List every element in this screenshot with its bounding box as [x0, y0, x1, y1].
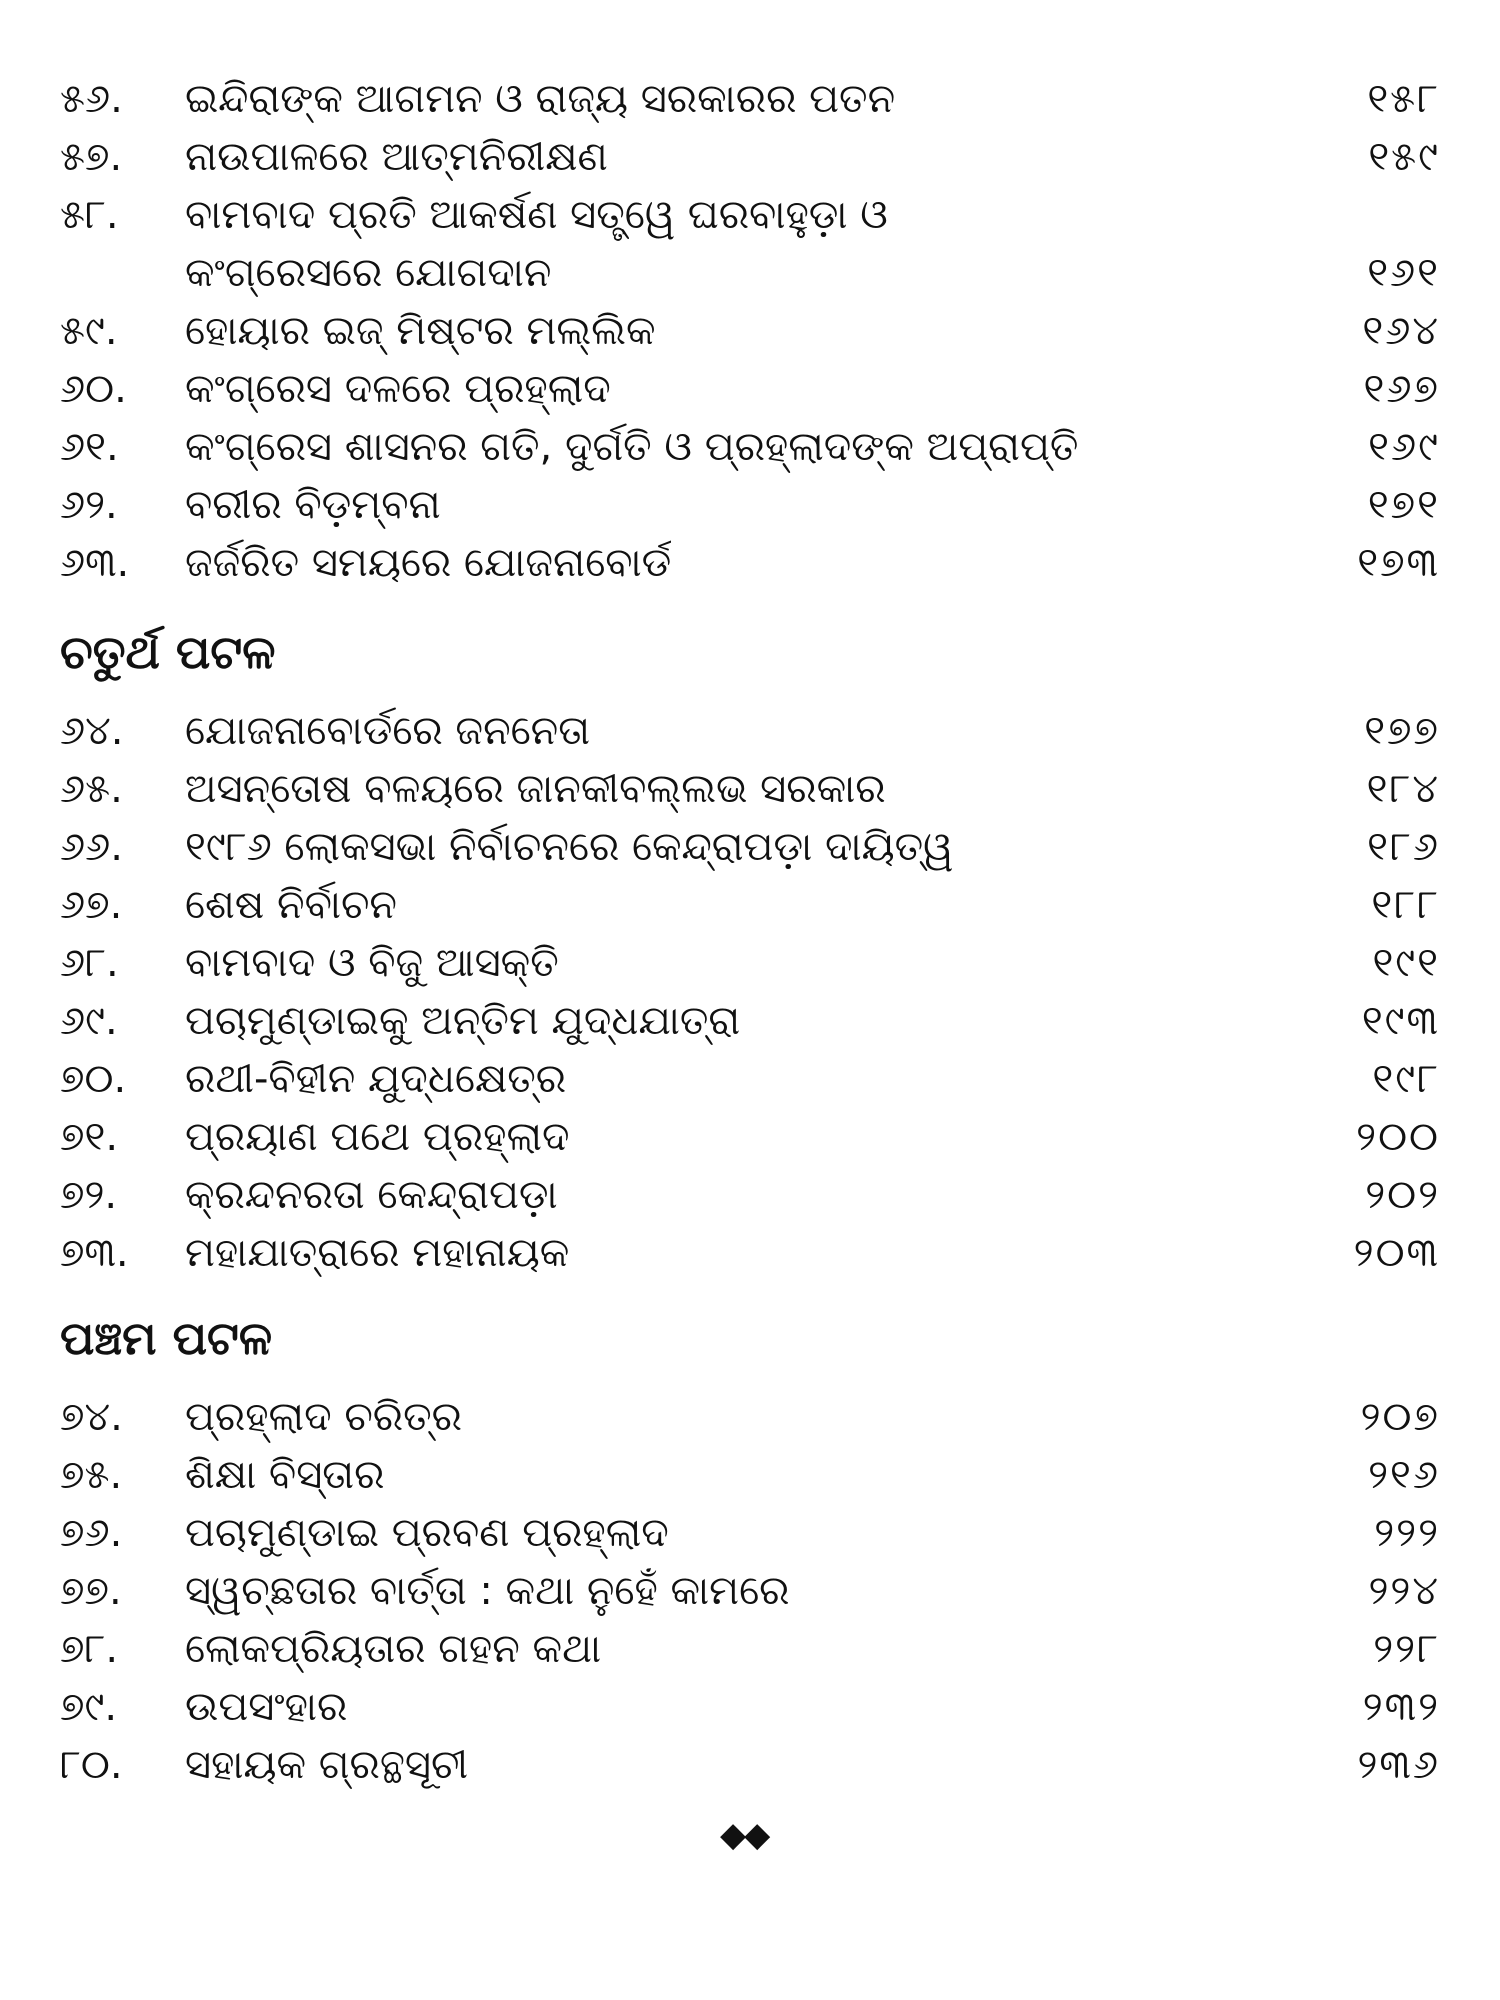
entry-title: ଶିକ୍ଷା ବିସ୍ତାର [185, 1452, 385, 1498]
entry-page-number: ୨୨୪ [1368, 1568, 1440, 1614]
entry-title: ଉପସଂହାର [185, 1684, 348, 1730]
entry-title: ଅସନ୍ତୋଷ ବଳୟରେ ଜାନକୀବଲ୍ଲଭ ସରକାର [185, 766, 886, 812]
entry-page-number: ୧୭୭ [1364, 708, 1440, 754]
entry-title: ପଚାମୁଣ୍ଡାଇ ପ୍ରବଣ ପ୍ରହ୍ଲାଦ [185, 1510, 669, 1556]
entry-title: କଂଗ୍ରେସ ଦଳରେ ପ୍ରହ୍ଲାଦ [185, 366, 611, 412]
toc-entry [60, 760, 1440, 818]
entry-number: ୭୭. [60, 1568, 122, 1614]
entry-title: ଶେଷ ନିର୍ବାଚନ [185, 882, 397, 928]
entry-title: ନାଉପାଳରେ ଆତ୍ମନିରୀକ୍ଷଣ [185, 134, 608, 180]
entry-number: ୬୦. [60, 366, 127, 412]
toc-entry-continuation [60, 244, 1440, 302]
entry-number: ୬୩. [60, 540, 130, 586]
entry-title: ବାମବାଦ ପ୍ରତି ଆକର୍ଷଣ ସତ୍ତ୍ୱେ ଘରବାହୁଡ଼ା ଓ [185, 192, 888, 238]
entry-page-number: ୧୫୮ [1367, 76, 1440, 122]
entry-title: ପ୍ରହ୍ଲାଦ ଚରିତ୍ର [185, 1394, 462, 1440]
toc-entry [60, 128, 1440, 186]
toc-entry [60, 702, 1440, 760]
toc-entry [60, 1736, 1440, 1794]
entry-page-number: ୨୦୭ [1360, 1394, 1440, 1440]
toc-entry [60, 818, 1440, 876]
entry-number: ୬୫. [60, 766, 123, 812]
entry-number: ୫୯. [60, 308, 118, 354]
entry-page-number: ୨୨୮ [1373, 1626, 1440, 1672]
entry-number: ୭୦. [60, 1056, 127, 1102]
entry-number: ୭୪. [60, 1394, 123, 1440]
entry-number: ୭୨. [60, 1172, 118, 1218]
toc-entry [60, 876, 1440, 934]
entry-page-number: ୧୯୧ [1372, 940, 1440, 986]
toc-entry [60, 1224, 1440, 1282]
entry-number: ୫୬. [60, 76, 123, 122]
entry-page-number: ୨୩୨ [1362, 1684, 1440, 1730]
entry-title: ୧୯୮୬ ଲୋକସଭା ନିର୍ବାଚନରେ କେନ୍ଦ୍ରାପଡ଼ା ଦାୟିତ୍ୱ [185, 824, 954, 870]
toc-entry [60, 1620, 1440, 1678]
toc-entry [60, 1562, 1440, 1620]
entry-number: ୮୦. [60, 1742, 123, 1788]
entry-title: ଲୋକପ୍ରିୟତାର ଗହନ କଥା [185, 1626, 602, 1672]
toc-entry [60, 992, 1440, 1050]
entry-number: ୬୮. [60, 940, 119, 986]
entry-number: ୭୩. [60, 1230, 129, 1276]
entry-title: ଇନ୍ଦିରାଙ୍କ ଆଗମନ ଓ ରାଜ୍ୟ ସରକାରର ପତନ [185, 76, 896, 122]
entry-title: ରଥୀ-ବିହୀନ ଯୁଦ୍ଧକ୍ଷେତ୍ର [185, 1056, 567, 1102]
entry-number: ୭୧. [60, 1114, 119, 1160]
toc-entry [60, 1108, 1440, 1166]
entry-title: ଜର୍ଜରିତ ସମୟରେ ଯୋଜନାବୋର୍ଡ [185, 540, 672, 586]
entry-title: ବାମବାଦ ଓ ବିଜୁ ଆସକ୍ତି [185, 940, 559, 986]
entry-page-number: ୨୧୬ [1368, 1452, 1440, 1498]
entry-title: ହୋୟାର ଇଜ୍ ମିଷ୍ଟର ମଲ୍ଲିକ [185, 308, 656, 354]
section-heading: ଚତୁର୍ଥ ପଟଳ [60, 625, 276, 679]
entry-title: ପ୍ରୟାଣ ପଥେ ପ୍ରହ୍ଲାଦ [185, 1114, 570, 1160]
entry-title: କ୍ରନ୍ଦନରତା କେନ୍ଦ୍ରାପଡ଼ା [185, 1172, 558, 1218]
diamond-ornament-icon: ◆◆ [720, 1815, 769, 1855]
toc-entry [60, 360, 1440, 418]
toc-entry [60, 418, 1440, 476]
entry-title: ସହାୟକ ଗ୍ରନ୍ଥସୂଚୀ [185, 1742, 469, 1788]
toc-entry [60, 1446, 1440, 1504]
entry-number: ୬୬. [60, 824, 123, 870]
entry-number: ୫୭. [60, 134, 123, 180]
entry-page-number: ୧୯୮ [1372, 1056, 1440, 1102]
toc-entry [60, 476, 1440, 534]
entry-page-number: ୧୬୧ [1367, 250, 1440, 296]
entry-title: ବରୀର ବିଡ଼ମ୍ବନା [185, 482, 441, 528]
entry-title: କଂଗ୍ରେସ ଶାସନର ଗତି, ଦୁର୍ଗତି ଓ ପ୍ରହ୍ଲାଦଙ୍କ ଅପ୍ରାପ୍ତି [185, 424, 1079, 470]
entry-number: ୬୧. [60, 424, 119, 470]
entry-page-number: ୨୨୨ [1374, 1510, 1440, 1556]
entry-page-number: ୧୮୪ [1366, 766, 1440, 812]
entry-page-number: ୨୦୨ [1365, 1172, 1440, 1218]
entry-page-number: ୧୫୯ [1368, 134, 1440, 180]
entry-number: ୬୪. [60, 708, 124, 754]
entry-title: ଯୋଜନାବୋର୍ଡରେ ଜନନେତା [185, 708, 591, 754]
toc-entry [60, 1678, 1440, 1736]
entry-page-number: ୧୬୭ [1363, 366, 1440, 412]
entry-page-number: ୧୮୮ [1371, 882, 1440, 928]
entry-title: ପଚାମୁଣ୍ଡାଇକୁ ଅନ୍ତିମ ଯୁଦ୍ଧଯାତ୍ରା [185, 998, 741, 1044]
toc-entry [60, 534, 1440, 592]
entry-title: ସ୍ୱଚ୍ଛତାର ବାର୍ତ୍ତା : କଥା ନୁହେଁ କାମରେ [185, 1568, 790, 1614]
entry-page-number: ୧୬୯ [1368, 424, 1440, 470]
entry-page-number: ୧୯୩ [1361, 998, 1440, 1044]
entry-page-number: ୧୮୬ [1367, 824, 1440, 870]
toc-entry [60, 1388, 1440, 1446]
entry-page-number: ୧୭୧ [1367, 482, 1440, 528]
toc-entry [60, 302, 1440, 360]
toc-entry [60, 1504, 1440, 1562]
entry-number: ୬୯. [60, 998, 118, 1044]
entry-number: ୭୮. [60, 1626, 119, 1672]
entry-title: ମହାଯାତ୍ରାରେ ମହାନାୟକ [185, 1230, 570, 1276]
entry-number: ୭୯. [60, 1684, 118, 1730]
entry-number: ୬୭. [60, 882, 123, 928]
entry-page-number: ୧୬୪ [1362, 308, 1440, 354]
entry-page-number: ୨୦୩ [1353, 1230, 1440, 1276]
toc-entry [60, 1050, 1440, 1108]
entry-number: ୭୫. [60, 1452, 123, 1498]
section-heading: ପଞ୍ଚମ ପଟଳ [60, 1311, 273, 1365]
toc-entry [60, 70, 1440, 128]
entry-page-number: ୨୦୦ [1356, 1114, 1440, 1160]
toc-entry [60, 1166, 1440, 1224]
entry-number: ୭୬. [60, 1510, 123, 1556]
entry-page-number: ୨୩୬ [1357, 1742, 1440, 1788]
toc-entry [60, 186, 1440, 244]
entry-number: ୫୮. [60, 192, 119, 238]
entry-number: ୬୨. [60, 482, 118, 528]
entry-title: କଂଗ୍ରେସରେ ଯୋଗଦାନ [185, 250, 552, 296]
entry-page-number: ୧୭୩ [1357, 540, 1440, 586]
toc-entry [60, 934, 1440, 992]
